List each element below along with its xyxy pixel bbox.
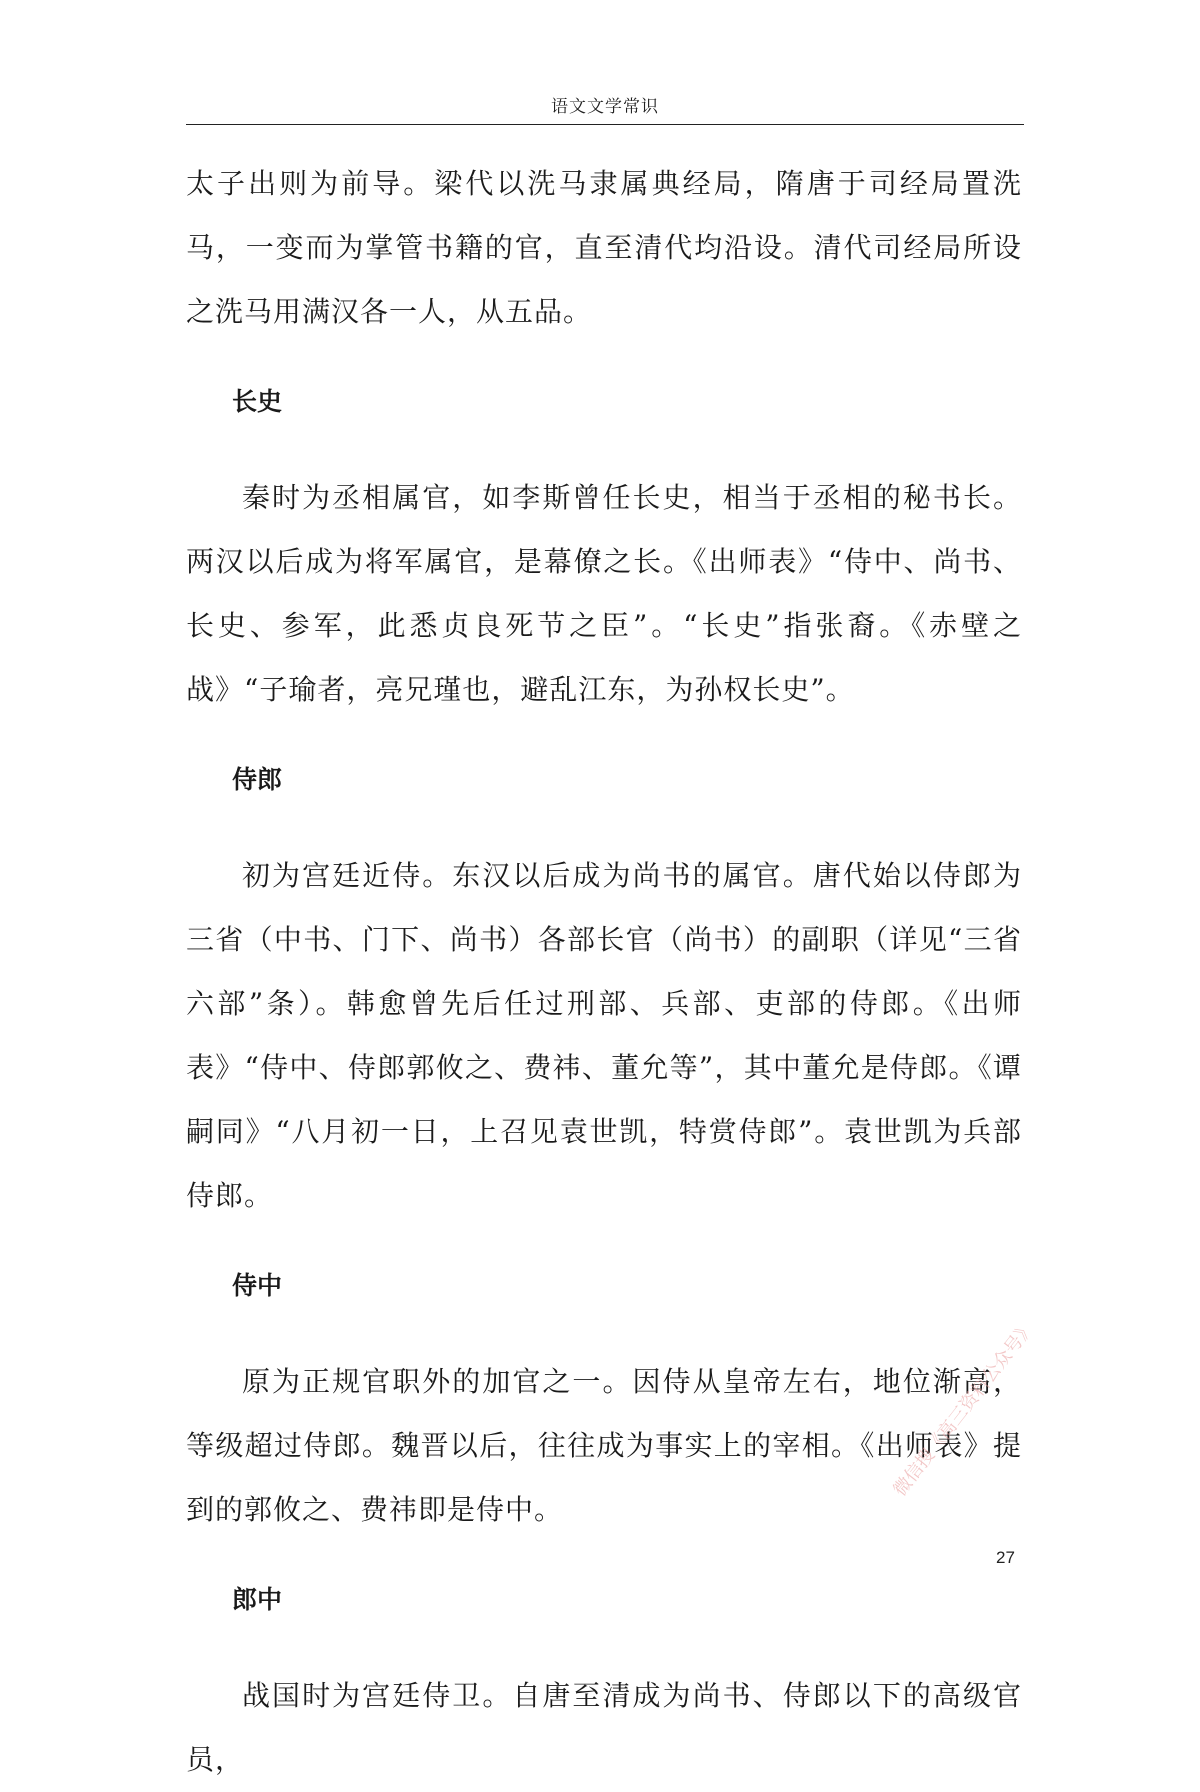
section-heading-zhangshi: 长史	[232, 387, 283, 416]
section-heading-langzhong: 郎中	[232, 1585, 283, 1614]
page-content	[186, 152, 1022, 1792]
section-text-zhangshi: 秦时为丞相属官，如李斯曾任长史，相当于丞相的秘书长。两汉以后成为将军属官，是幕僚之长。《出师表》“侍中、尚书、长史、参军，此悉贞良死节之臣”。“长史”指张裔。《赤壁之战》“子瑜者，亮兄瑾也，避乱江东，为孙权长史”。	[186, 481, 1022, 706]
running-header: 语文文学常识	[551, 97, 659, 117]
section-text-langzhong: 战国时为宫廷侍卫。自唐至清成为尚书、侍郎以下的高级官员，	[186, 1679, 1022, 1776]
section-text-shilang: 初为宫廷近侍。东汉以后成为尚书的属官。唐代始以侍郎为三省（中书、门下、尚书）各部长官（尚书）的副职（详见“三省六部”条）。韩愈曾先后任过刑部、兵部、吏部的侍郎。《出师表》“侍中、侍郎郭攸之、费祎、董允等”，其中董允是侍郎。《谭嗣同》“八月初一日，上召见袁世凯，特赏侍郎”。袁世凯为兵部侍郎。	[186, 859, 1022, 1212]
section-text-shizhong: 原为正规官职外的加官之一。因侍从皇帝左右，地位渐高，等级超过侍郎。魏晋以后，往往成为事实上的宰相。《出师表》提到的郭攸之、费祎即是侍中。	[186, 1365, 1022, 1526]
header-rule	[186, 124, 1024, 125]
svg-text:微信搜《高三资料公众号》: 微信搜《高三资料公众号》	[889, 1317, 1039, 1501]
page-number: 27	[996, 1548, 1015, 1567]
section-heading-shizhong: 侍中	[232, 1271, 283, 1300]
intro-paragraph: 太子出则为前导。梁代以洗马隶属典经局，隋唐于司经局置洗马，一变而为掌管书籍的官，直至清代均沿设。清代司经局所设之洗马用满汉各一人，从五品。	[186, 167, 1022, 328]
section-heading-shilang: 侍郎	[232, 765, 283, 794]
